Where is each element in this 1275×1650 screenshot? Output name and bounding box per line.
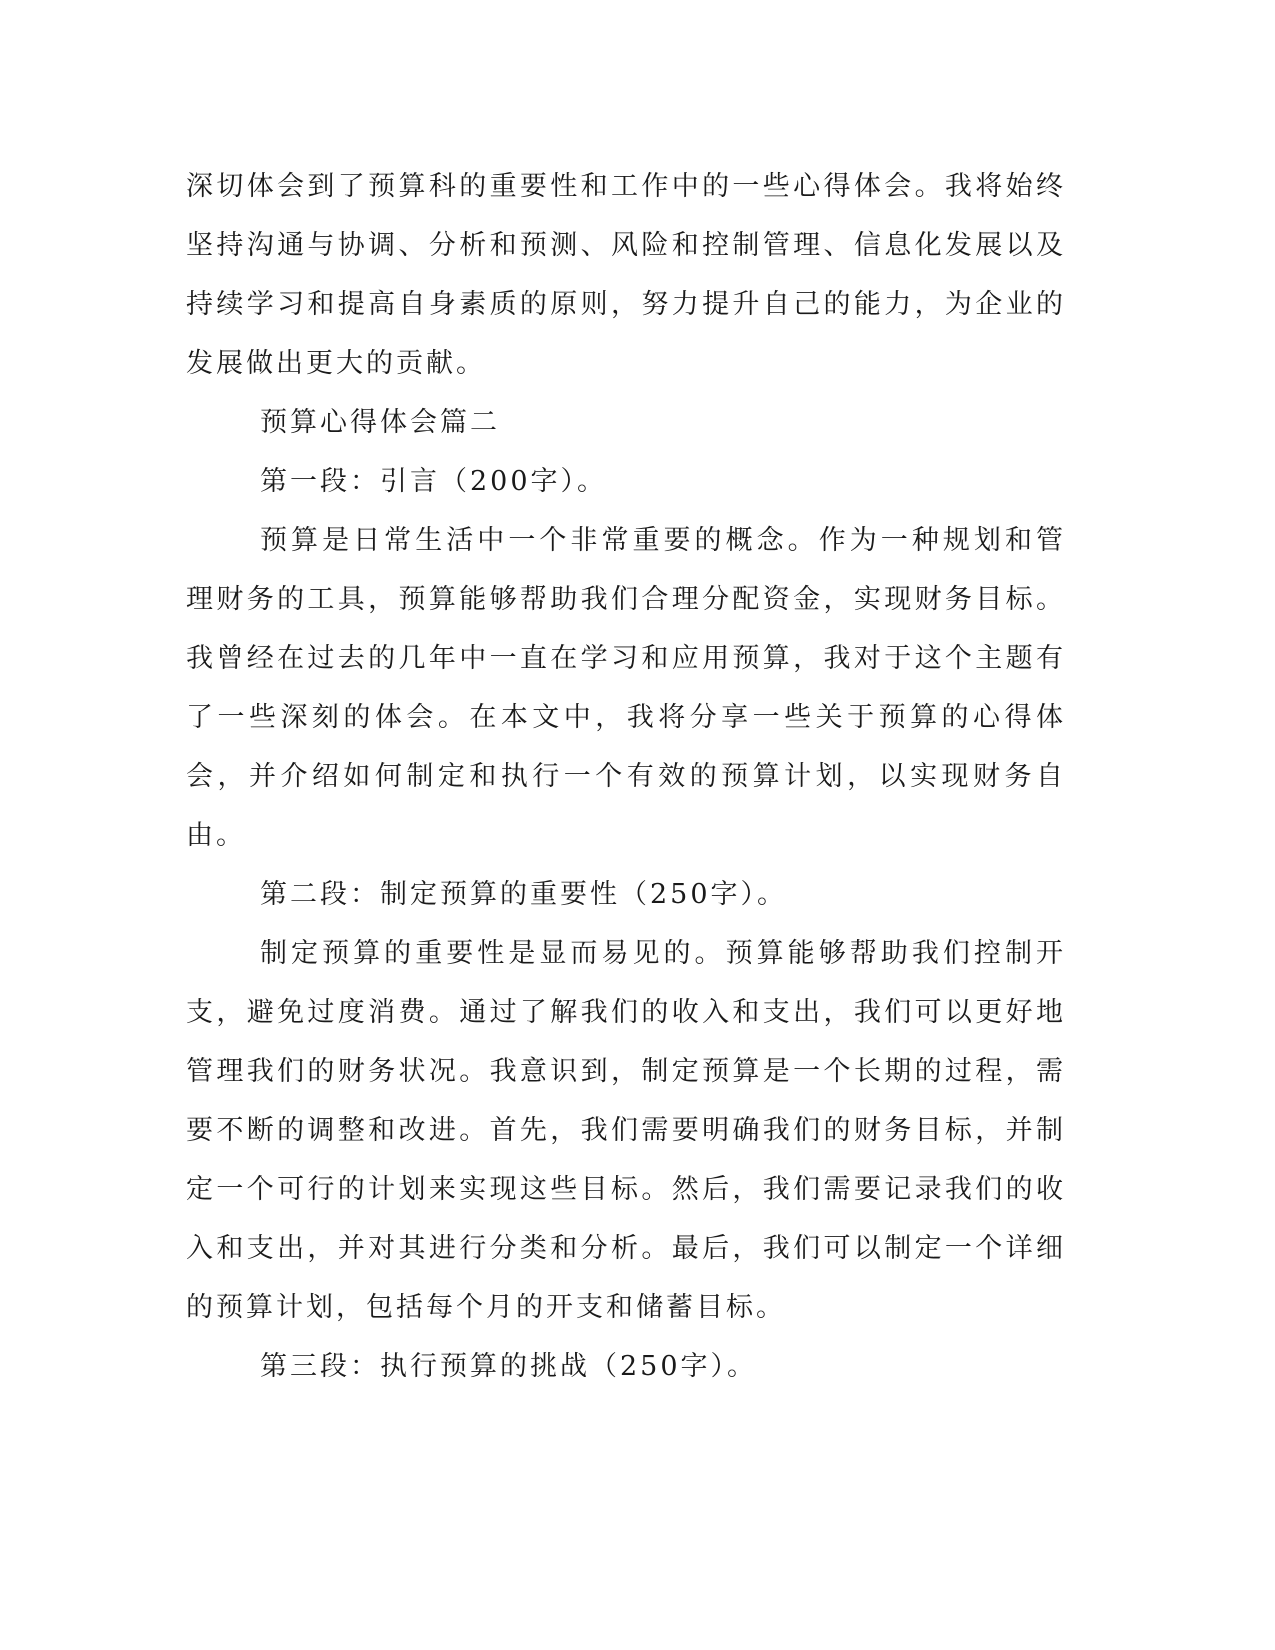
section-3-heading: 第三段：执行预算的挑战（250字）。 <box>260 1351 758 1382</box>
article-title: 预算心得体会篇二 <box>260 407 500 438</box>
section-1-body: 预算是日常生活中一个非常重要的概念。作为一种规划和管理财务的工具，预算能够帮助我们合理分配资金，实现财务目标。我曾经在过去的几年中一直在学习和应用预算，我对于这个主题有了一些深刻的体会。在本文中，我将分享一些关于预算的心得体会，并介绍如何制定和执行一个有效的预算计划，以实现财务自由。 <box>186 525 1066 851</box>
section-1-heading: 第一段：引言（200字）。 <box>260 466 608 497</box>
section-2-body: 制定预算的重要性是显而易见的。预算能够帮助我们控制开支，避免过度消费。通过了解我们的收入和支出，我们可以更好地管理我们的财务状况。我意识到，制定预算是一个长期的过程，需要不断的调整和改进。首先，我们需要明确我们的财务目标，并制定一个可行的计划来实现这些目标。然后，我们需要记录我们的收入和支出，并对其进行分类和分析。最后，我们可以制定一个详细的预算计划，包括每个月的开支和储蓄目标。 <box>186 938 1066 1323</box>
document-body <box>186 157 1066 1396</box>
paragraph-intro-continuation: 深切体会到了预算科的重要性和工作中的一些心得体会。我将始终坚持沟通与协调、分析和预测、风险和控制管理、信息化发展以及持续学习和提高自身素质的原则，努力提升自己的能力，为企业的发展做出更大的贡献。 <box>186 171 1066 379</box>
section-2-heading: 第二段：制定预算的重要性（250字）。 <box>260 879 788 910</box>
